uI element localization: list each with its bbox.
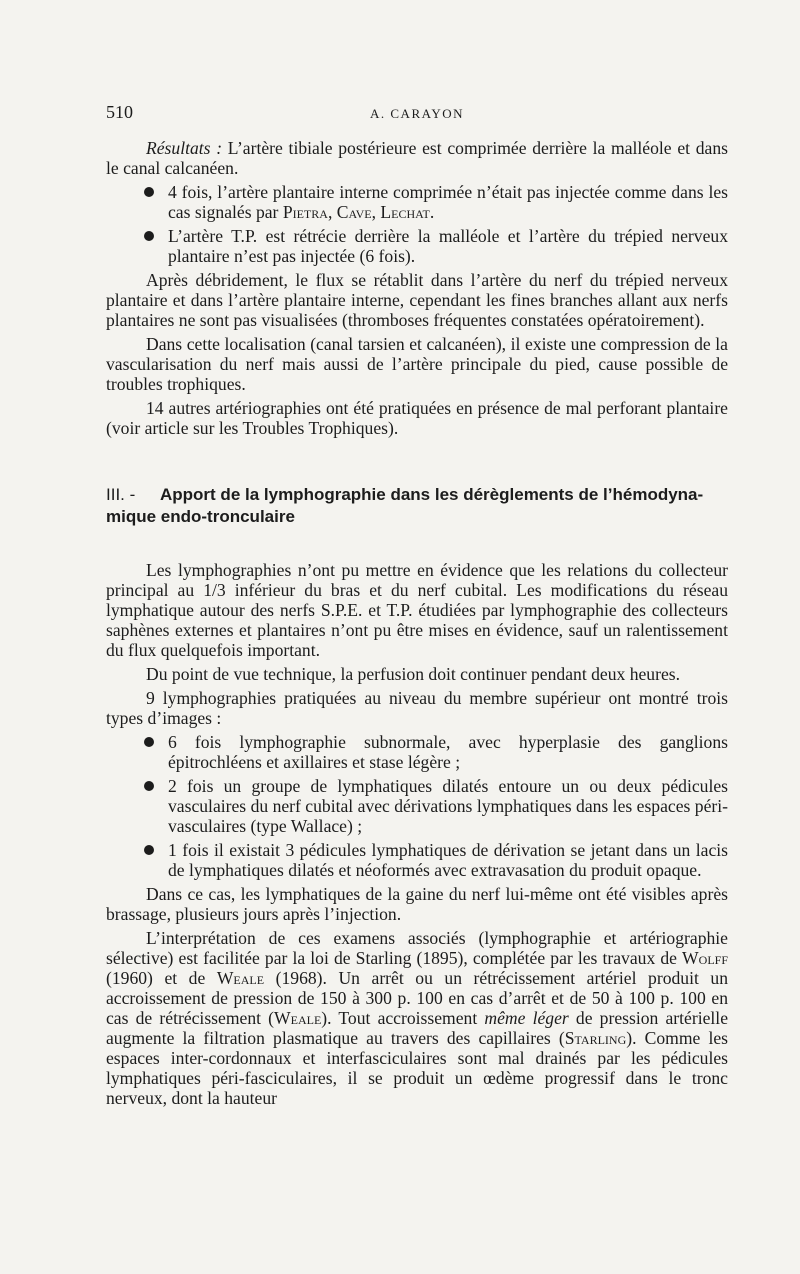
section-heading xyxy=(106,484,728,528)
lymphography-bullet-3: 1 fois il existait 3 pédicules lymphatiques de dérivation se jetant dans un lacis de lymphatiques dilatés et néoformés avec extravasation du produit opaque. xyxy=(106,840,728,880)
results-bullet-2: L’artère T.P. est rétrécie derrière la malléole et l’artère du trépied nerveux plantaire n’est pas injectée (6 fois). xyxy=(106,226,728,266)
body-paragraph: Du point de vue technique, la perfusion doit continuer pendant deux heures. xyxy=(146,664,681,684)
author-lechat: Lechat xyxy=(380,202,430,222)
section-title-line-1: Apport de la lymphographie dans les dérèglements de l’hémodyna- xyxy=(160,485,704,504)
body-paragraph: 14 autres artériographies ont été pratiquées en présence de mal perforant plantaire (voir article sur les Troubles Trophiques). xyxy=(106,398,728,438)
results-paragraph xyxy=(106,138,728,178)
lymphography-bullet-1: 6 fois lymphographie subnormale, avec hyperplasie des ganglions épitrochléens et axillaires et stase légère ; xyxy=(106,732,728,772)
body-paragraph: Les lymphographies n’ont pu mettre en évidence que les relations du collecteur principal au 1/3 inférieur du bras et du nerf cubital. Les modifications du réseau lymphatique autour des nerfs S.P.E. et T.P. étudiées par lymphographie des collecteurs saphènes externes et plantaires n’ont pu être mises en évidence, sauf un ralentissement du flux quelquefois important. xyxy=(106,560,728,660)
author-cave: Cave xyxy=(336,202,372,222)
page-header xyxy=(106,102,728,128)
body-paragraph: Dans ce cas, les lymphatiques de la gaine du nerf lui-même ont été visibles après brassage, plusieurs jours après l’injection. xyxy=(106,884,728,924)
bullet-dot-icon xyxy=(144,781,154,791)
lymphography-bullet-list xyxy=(106,732,728,880)
results-bullet-1: 4 fois, l’artère plantaire interne comprimée n’était pas injectée comme dans les cas signalés par Pietra, Cave, Lechat. xyxy=(106,182,728,222)
results-label: Résultats : xyxy=(146,138,223,158)
results-text: L’artère tibiale postérieure est comprimée derrière la malléole et dans le canal calcanéen. xyxy=(106,138,728,178)
page-number: 510 xyxy=(106,102,133,122)
bullet-dot-icon xyxy=(144,737,154,747)
author-wolff: Wolff xyxy=(682,948,728,968)
bullet-dot-icon xyxy=(144,845,154,855)
bullet-dot-icon xyxy=(144,187,154,197)
final-paragraph: L’interprétation de ces examens associés (lymphographie et artériographie sélective) est facilitée par la loi de Starling (1895), complétée par les travaux de Wolff (1960) et de Weale (1968). Un arrêt ou un rétrécissement artériel produit un accroissement de pression de 150 à 300 p. 100 en cas d’arrêt et de 50 à 100 p. 100 en cas de rétrécissement (Weale). Tout accroissement même léger de pression artérielle augmente la filtration plasmatique au travers des capillaires (Starling). Comme les espaces inter-cordonnaux et interfasciculaires sont mal drainés par les pédicules lymphatiques péri-fasciculaires, il se produit un œdème progressif dans le tronc nerveux, dont la hauteur xyxy=(106,928,728,1108)
running-head: A. CARAYON xyxy=(370,106,464,121)
page xyxy=(106,102,728,1112)
bullet-dot-icon xyxy=(144,231,154,241)
lymphography-bullet-2: 2 fois un groupe de lymphatiques dilatés entoure un ou deux pédicules vasculaires du nerf cubital avec dérivations lymphatiques dans les espaces péri-vasculaires (type Wallace) ; xyxy=(106,776,728,836)
author-weale: Weale xyxy=(216,968,265,988)
body-paragraph: Après débridement, le flux se rétablit dans l’artère du nerf du trépied nerveux plantaire et dans l’artère plantaire interne, cependant les fines branches allant aux nerfs plantaires ne sont pas visualisées (thromboses fréquentes constatées opératoirement). xyxy=(106,270,728,330)
section-title-line-2: mique endo-tronculaire xyxy=(106,507,295,526)
author-starling: Starling xyxy=(564,1028,627,1048)
author-pietra: Pietra xyxy=(282,202,328,222)
body-paragraph: Dans cette localisation (canal tarsien et calcanéen), il existe une compression de la vascularisation du nerf mais aussi de l’artère principale du pied, cause possible de troubles trophiques. xyxy=(106,334,728,394)
body-paragraph: 9 lymphographies pratiquées au niveau du membre supérieur ont montré trois types d’images : xyxy=(106,688,728,728)
author-weale: Weale xyxy=(274,1008,322,1028)
emphasis-text: même léger xyxy=(484,1008,569,1028)
section-number: III. - xyxy=(106,485,136,504)
results-bullet-list xyxy=(106,182,728,266)
